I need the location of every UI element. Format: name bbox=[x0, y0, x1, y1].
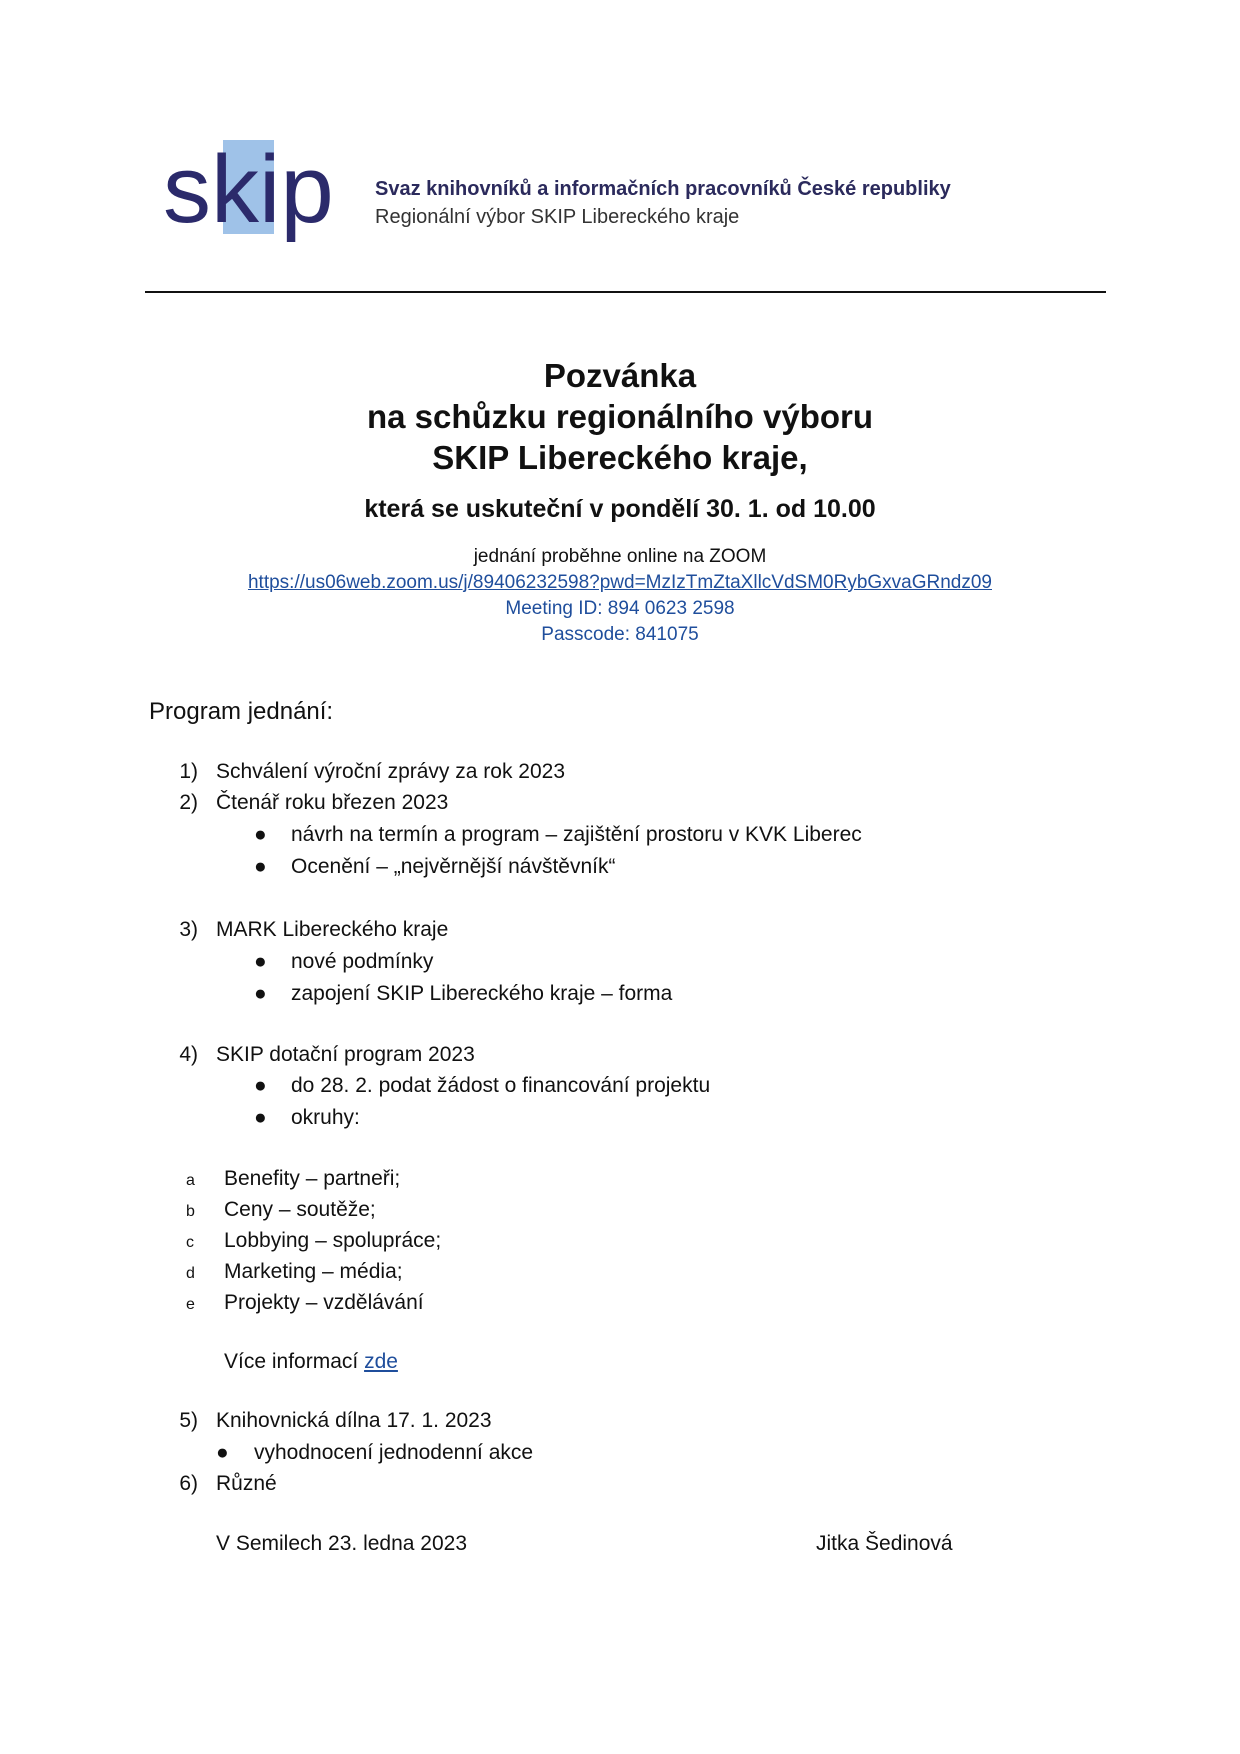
bullet-icon: ● bbox=[254, 982, 267, 1005]
lettered-item: Projekty – vzdělávání bbox=[224, 1291, 424, 1314]
bullet-item: zapojení SKIP Libereckého kraje – forma bbox=[291, 982, 673, 1005]
bullet-item: okruhy: bbox=[291, 1106, 360, 1129]
item-number: 1) bbox=[179, 760, 198, 783]
bullet-item: do 28. 2. podat žádost o financování projektu bbox=[291, 1074, 711, 1097]
program-item: SKIP dotační program 2023 bbox=[216, 1043, 475, 1066]
meeting-passcode: Passcode: 841075 bbox=[541, 624, 699, 645]
item-number: 2) bbox=[179, 791, 198, 814]
organization-subtitle: Regionální výbor SKIP Libereckého kraje bbox=[375, 206, 740, 228]
program-item: Čtenář roku březen 2023 bbox=[216, 791, 449, 814]
lettered-item: Ceny – soutěže; bbox=[224, 1198, 376, 1221]
bullet-item: vyhodnocení jednodenní akce bbox=[254, 1441, 534, 1464]
item-number: 3) bbox=[179, 918, 198, 941]
meeting-id: Meeting ID: 894 0623 2598 bbox=[505, 598, 735, 619]
item-number: 5) bbox=[179, 1409, 198, 1432]
lettered-item: Benefity – partneři; bbox=[224, 1167, 401, 1190]
logo-text: skip bbox=[163, 136, 334, 243]
more-info bbox=[224, 1350, 398, 1374]
bullet-icon: ● bbox=[254, 1074, 267, 1097]
organization-name: Svaz knihovníků a informačních pracovníků České republiky bbox=[375, 178, 951, 200]
bullet-item: nové podmínky bbox=[291, 950, 434, 973]
invitation-title-line3: SKIP Libereckého kraje, bbox=[432, 439, 808, 476]
lettered-item: Lobbying – spolupráce; bbox=[224, 1229, 442, 1252]
bullet-icon: ● bbox=[216, 1441, 229, 1464]
header-divider bbox=[145, 291, 1106, 293]
bullet-item: návrh na termín a program – zajištění prostoru v KVK Liberec bbox=[291, 823, 862, 846]
program-item: MARK Libereckého kraje bbox=[216, 918, 449, 941]
bullet-icon: ● bbox=[254, 855, 267, 878]
place-date: V Semilech 23. ledna 2023 bbox=[216, 1532, 468, 1555]
more-info-label: Více informací bbox=[224, 1350, 359, 1373]
meeting-date: která se uskuteční v pondělí 30. 1. od 10.00 bbox=[364, 495, 876, 523]
invitation-title-line2: na schůzku regionálního výboru bbox=[366, 398, 874, 435]
list-letter: e bbox=[186, 1296, 195, 1313]
item-number: 4) bbox=[179, 1043, 198, 1066]
zoom-link[interactable]: https://us06web.zoom.us/j/89406232598?pwd=MzIzTmZtaXllcVdSM0RybGxvaGRndz09 bbox=[247, 572, 992, 593]
bullet-item: Ocenění – „nejvěrnější návštěvník“ bbox=[291, 855, 616, 878]
program-item: Schválení výroční zprávy za rok 2023 bbox=[216, 760, 566, 783]
program-item: Různé bbox=[216, 1472, 277, 1495]
skip-logo bbox=[163, 132, 363, 252]
bullet-icon: ● bbox=[254, 823, 267, 846]
more-info-link[interactable]: zde bbox=[364, 1350, 398, 1373]
invitation-title: Pozvánka bbox=[543, 357, 697, 394]
program-item: Knihovnická dílna 17. 1. 2023 bbox=[216, 1409, 492, 1432]
lettered-item: Marketing – média; bbox=[224, 1260, 403, 1283]
online-note: jednání proběhne online na ZOOM bbox=[473, 546, 767, 567]
list-letter: d bbox=[186, 1265, 195, 1282]
program-heading: Program jednání: bbox=[149, 698, 334, 725]
bullet-icon: ● bbox=[254, 1106, 267, 1129]
bullet-icon: ● bbox=[254, 950, 267, 973]
item-number: 6) bbox=[179, 1472, 198, 1495]
signature: Jitka Šedinová bbox=[816, 1532, 953, 1555]
list-letter: b bbox=[186, 1203, 195, 1220]
list-letter: a bbox=[186, 1172, 195, 1189]
list-letter: c bbox=[186, 1234, 194, 1251]
